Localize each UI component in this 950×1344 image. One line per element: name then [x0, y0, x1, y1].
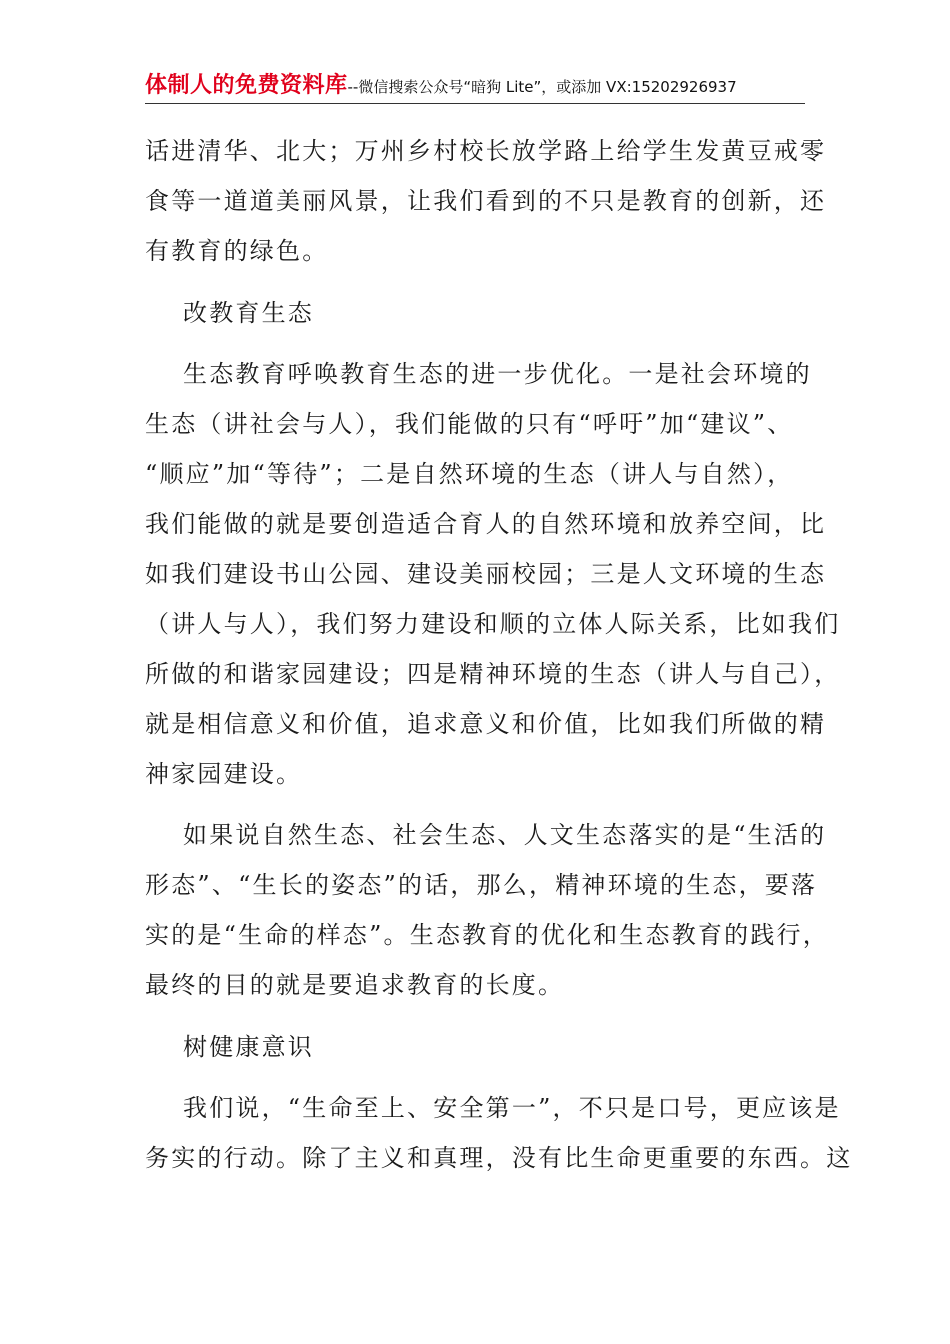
text-line: 神家园建设。 — [145, 760, 303, 788]
text-line: 所做的和谐家园建设；四是精神环境的生态（讲人与自己）， — [145, 660, 841, 688]
text-line: 就是相信意义和价值，追求意义和价值，比如我们所做的精 — [145, 710, 827, 738]
text-line: “顺应”加“等待”；二是自然环境的生态（讲人与自然）， — [145, 460, 794, 488]
text-line: 最终的目的就是要追求教育的长度。 — [145, 971, 565, 999]
page-header — [145, 70, 805, 103]
text-line: 务实的行动。除了主义和真理，没有比生命更重要的东西。这 — [145, 1144, 853, 1172]
text-line: （讲人与人），我们努力建设和顺的立体人际关系，比如我们 — [145, 610, 841, 638]
header-divider — [145, 103, 805, 104]
text-line: 生态教育呼唤教育生态的进一步优化。一是社会环境的 — [183, 360, 812, 388]
header-contact-note: --微信搜索公众号“暗狗 Lite”，或添加 VX:15202926937 — [347, 78, 737, 96]
text-line: 生态（讲社会与人），我们能做的只有“呼吁”加“建议”、 — [145, 410, 794, 438]
text-line: 食等一道道美丽风景，让我们看到的不只是教育的创新，还 — [145, 187, 827, 215]
text-line: 我们说，“生命至上、安全第一”，不只是口号，更应该是 — [183, 1094, 841, 1122]
section-heading: 树健康意识 — [183, 1033, 314, 1061]
text-line: 我们能做的就是要创造适合育人的自然环境和放养空间，比 — [145, 510, 827, 538]
text-line: 如我们建设书山公园、建设美丽校园；三是人文环境的生态 — [145, 560, 827, 588]
text-line: 实的是“生命的样态”。生态教育的优化和生态教育的践行， — [145, 921, 829, 949]
section-heading: 改教育生态 — [183, 299, 314, 327]
header-brand-title: 体制人的免费资料库 — [145, 73, 348, 98]
text-line: 形态”、“生长的姿态”的话，那么，精神环境的生态，要落 — [145, 871, 818, 899]
text-line: 如果说自然生态、社会生态、人文生态落实的是“生活的 — [183, 821, 827, 849]
text-line: 话进清华、北大；万州乡村校长放学路上给学生发黄豆戒零 — [145, 137, 827, 165]
text-line: 有教育的绿色。 — [145, 237, 329, 265]
